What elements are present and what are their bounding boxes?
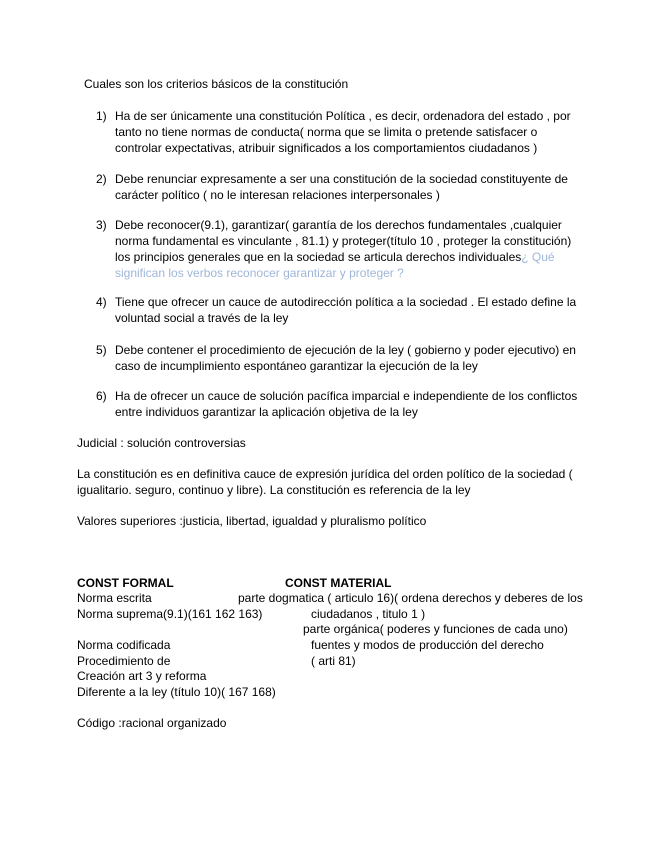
- list-number: 5): [96, 343, 107, 357]
- list-number: 1): [96, 109, 107, 123]
- list-line: Debe reconocer(9.1), garantizar( garantía de los derechos fundamentales ,cualquier: [115, 218, 562, 232]
- formal-item: Norma codificada: [77, 638, 171, 652]
- list-text: [115, 171, 575, 203]
- list-number: 3): [96, 218, 107, 232]
- material-item: fuentes y modos de producción del derecho: [311, 638, 544, 652]
- formal-item: Creación art 3 y reforma: [77, 669, 207, 683]
- valores-line: Valores superiores :justicia, libertad, igualdad y pluralismo político: [77, 514, 427, 528]
- list-text: [115, 294, 575, 326]
- constitution-paragraph-line: La constitución es en definitiva cauce de expresión jurídica del orden político de la sociedad (: [77, 467, 573, 481]
- list-text: [115, 388, 578, 420]
- list-line: carácter político ( no le interesan relaciones interpersonales ): [115, 188, 440, 202]
- question-text: significan los verbos reconocer garantizar y proteger ?: [115, 266, 404, 280]
- codigo-line: Código :racional organizado: [77, 716, 227, 730]
- formal-item: Diferente a la ley (título 10)( 167 168): [77, 685, 276, 699]
- list-line: Tiene que ofrecer un cauce de autodirección política a la sociedad . El estado define la: [115, 295, 577, 309]
- material-header: CONST MATERIAL: [285, 576, 392, 590]
- material-item: ciudadanos , titulo 1 ): [311, 607, 426, 621]
- judicial-line: Judicial : solución controversias: [77, 436, 246, 450]
- formal-header: CONST FORMAL: [77, 576, 174, 590]
- list-line: controlar expectativas, atribuir significados a los comportamientos ciudadanos ): [115, 141, 538, 155]
- material-item: parte orgánica( poderes y funciones de cada uno): [303, 622, 568, 636]
- list-number: 4): [96, 295, 107, 309]
- formal-item: Norma suprema(9.1)(161 162 163): [77, 607, 263, 621]
- material-item: ( arti 81): [311, 654, 356, 668]
- material-item: parte dogmatica ( articulo 16)( ordena derechos y deberes de los: [238, 591, 583, 605]
- list-line: tanto no tiene normas de conducta( norma que se limita o pretende satisfacer o: [115, 125, 538, 139]
- list-line: voluntad social a través de la ley: [115, 311, 289, 325]
- list-line-text: los principios generales que en la sociedad se articula derechos individuales: [115, 250, 522, 264]
- list-line: [115, 249, 575, 265]
- list-text: [115, 342, 575, 374]
- list-text: [115, 217, 575, 281]
- list-line: Debe contener el procedimiento de ejecución de la ley ( gobierno y poder ejecutivo) en: [115, 343, 576, 357]
- list-line: entre individuos garantizar la aplicación objetiva de la ley: [115, 405, 418, 419]
- formal-item: Norma escrita: [77, 591, 152, 605]
- list-line: caso de incumplimiento espontáneo garantizar la ejecución de la ley: [115, 359, 478, 373]
- list-line: norma fundamental es vinculante , 81.1) y proteger(título 10 , proteger la constitución): [115, 234, 572, 248]
- formal-item: Procedimiento de: [77, 654, 171, 668]
- list-text: [115, 108, 575, 156]
- list-line: Ha de ser únicamente una constitución Política , es decir, ordenadora del estado , por: [115, 109, 571, 123]
- question-text: ¿ Qué: [521, 250, 555, 264]
- list-number: 2): [96, 172, 107, 186]
- list-line: Ha de ofrecer un cauce de solución pacífica imparcial e independiente de los conflictos: [115, 389, 578, 403]
- list-line: Debe renunciar expresamente a ser una constitución de la sociedad constituyente de: [115, 172, 568, 186]
- constitution-paragraph-line: igualitario. seguro, continuo y libre). La constitución es referencia de la ley: [77, 483, 471, 497]
- list-number: 6): [96, 389, 107, 403]
- page-heading: Cuales son los criterios básicos de la constitución: [84, 77, 349, 91]
